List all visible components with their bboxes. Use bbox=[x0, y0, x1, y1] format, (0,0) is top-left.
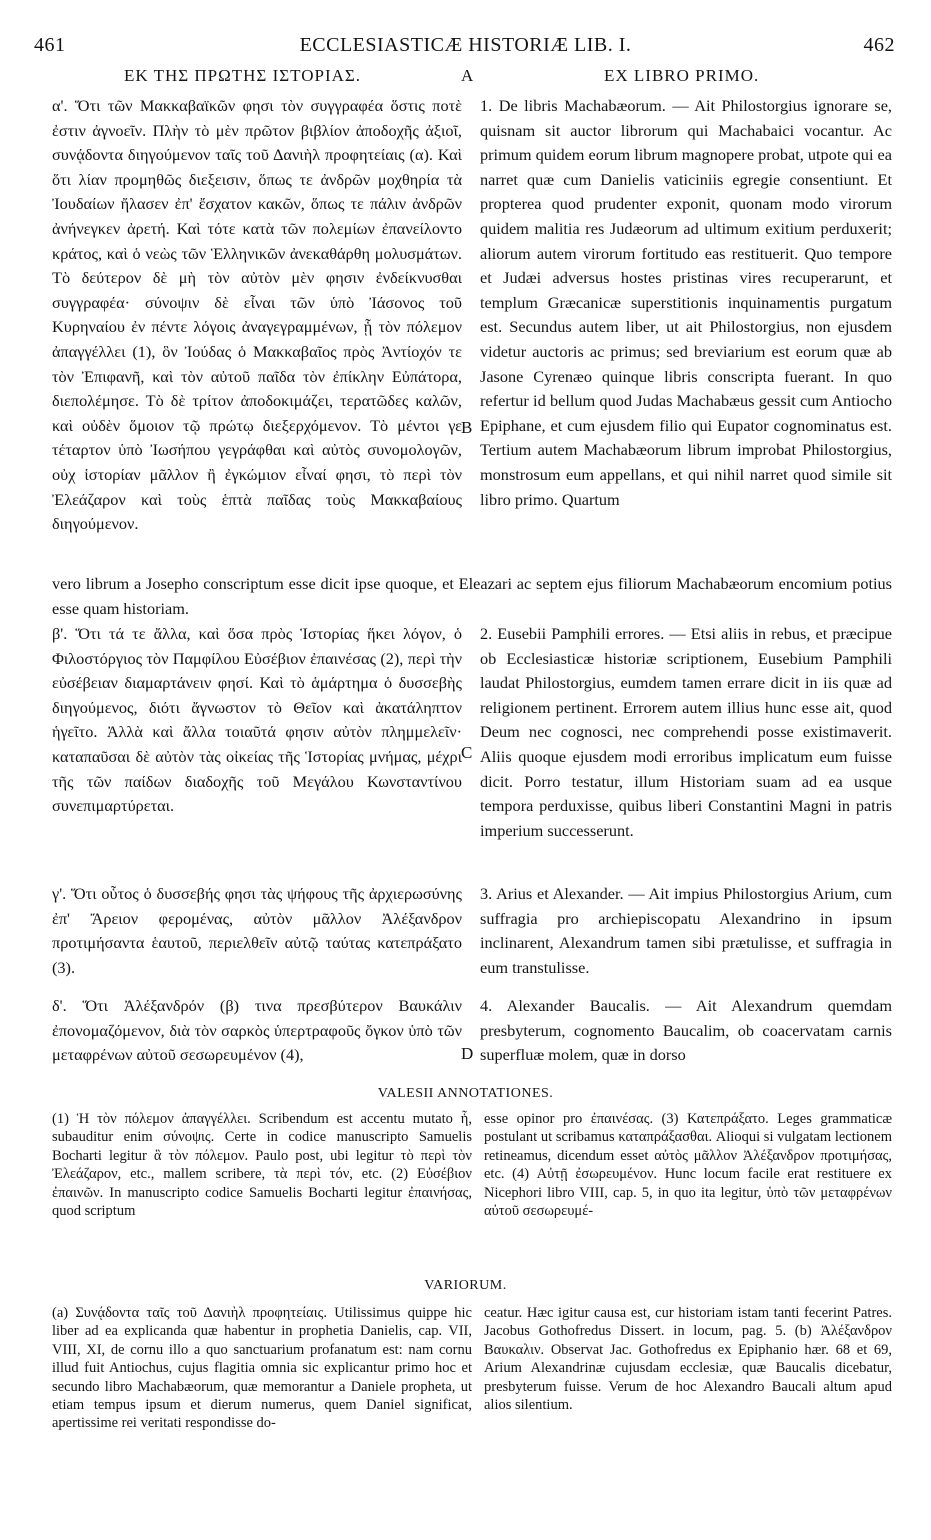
margin-letter-a: A bbox=[461, 66, 474, 85]
latin-section-1-continuation: vero librum a Josepho conscriptum esse dicit ipse quoque, et Eleazari ac septem ejus filiorum Machabæorum encomium potius esse quam historiam. bbox=[52, 574, 892, 618]
latin-section-3: 3. Arius et Alexander. — Ait impius Philostorgius Arium, cum suffragia pro archiepiscopatu Alexandrino in ipsum inclinarent, Alexandrum tamen sibi prætulisse, et suffragia in eum transtulisse. bbox=[480, 884, 892, 977]
margin-letter-d: D bbox=[461, 1044, 474, 1063]
latin-section-1: 1. De libris Machabæorum. — Ait Philostorgius ignorare se, quisnam sit auctor librorum qui Machabaici vocantur. Ac primum quidem eorum librum magnopere probat, utpote qui ea narret quæ cum Danielis vaticiniis egregie consentiunt. Et propterea quod prudenter exponit, quonam modo virorum quidem malitia res Judæorum ad ultimum exitium perduxerit; aliorum autem virorum fortitudo eas restituerit. Quo tempore et Judæi adversus hostes pristinas vires recuperarunt, et templum Græcanicæ superstitionis inquinamentis purgatum est. Secundus autem liber, ut ait Philostorgius, non ejusdem videtur auctoris ac primus; sed breviarium est eorum quæ ab Jasone Cyrenæo quinque libris conscripta fuerant. In quo refertur id bellum quod Judas Machabæus gessit cum Antiocho Epiphane, et cum ejusdem filio qui Eupator cognominatus est. Tertium autem Machabæorum librum improbat Philostorgius, monstrosum eum appellans, et qui nihil narret quod simile sit libro primo. Quartum bbox=[480, 96, 892, 509]
valesii-left-notes: (1) Ἡ τὸν πόλεμον ἀπαγγέλλει. Scribendum est accentu mutato ἧ, subauditur enim σύνοψις. Certe in codice manuscripto Samuelis Bocharti legitur ἃ τὸν πόλεμον. Paulo post, ubi legitur τὸ περὶ τὸν Ἐλεάζαρον, etc., mallem scribere, τὰ περὶ τόν, etc. (2) Εὐσέβιον ἐπαινῶν. In manuscripto codice Samuelis Bocharti legitur ἐπαινήσας, quod scriptum bbox=[52, 1111, 472, 1220]
greek-subheader: ΕΚ ΤΗΣ ΠΡΩΤΗΣ ΙΣΤΟΡΙΑΣ. bbox=[124, 66, 362, 85]
greek-section-3: γ'. Ὅτι οὗτος ὁ δυσσεβής φησι τὰς ψήφους τῆς ἀρχιερωσύνης ἐπ' Ἄρειον φερομένας, αὐτὸν μᾶλλον Ἀλέξανδρον προτιμήσαντα ἑαυτοῦ, περιελθεῖν αὐτῷ ταύτας κατεπράξατο (3). bbox=[52, 884, 462, 977]
margin-letter-c: C bbox=[461, 743, 473, 762]
page-number-left: 461 bbox=[34, 34, 66, 56]
margin-letter-b: B bbox=[461, 418, 473, 437]
variorum-right-notes: ceatur. Hæc igitur causa est, cur historiam istam tanti fecerint Patres. Jacobus Gothofredus Dissert. in locum, pag. 5. (b) Ἀλέξανδρον Βαυκαλιν. Observat Jac. Gothofredus ex Epiphanio hær. 68 et 69, Arium Alexandrinæ cujusdam ecclesiæ, quæ Baucalis dicebatur, presbyterum fuisse. Verum de hoc Alexandro Baucali altum apud alios silentium. bbox=[484, 1305, 892, 1414]
page-number-right: 462 bbox=[863, 34, 895, 56]
latin-section-2: 2. Eusebii Pamphili errores. — Etsi aliis in rebus, et præcipue ob Ecclesiasticæ historiæ scriptionem, Eusebium Pamphili laudat Philostorgius, eumdem tamen errare dicit in iis quæ ad religionem pertinent. Errorem autem illius hunc esse ait, quod Deum nec cognosci, nec comprehendi posse existimaverit. Aliis quoque ejusdem modi erroribus implicatum eum fuisse dicit. Porro testatur, illum Historiam suam ad ea usque tempora perduxisse, quibus liberi Constantini Magni in patris imperium successerunt. bbox=[480, 624, 892, 840]
valesii-right-notes: esse opinor pro ἐπαινέσας. (3) Κατεπράξατο. Leges grammaticæ postulant ut scribamus καταπράξασθαι. Alioqui si vulgatam lectionem retineamus, dicendum esset αὐτὸς μᾶλλον Ἀλέξανδρον προτιμήσας, etc. (4) Αὐτῇ ἐσωρευμένον. Hunc locum facile erat restituere ex Nicephori libro VIII, cap. 5, in quo ita legitur, ὑπὸ τῶν μεταφρένων αὐτοῦ σεσωρευμέ- bbox=[484, 1111, 892, 1220]
variorum-left-notes: (a) Συνᾴδοντα ταῖς τοῦ Δανιὴλ προφητείαις. Utilissimus quippe hic liber ad ea explicanda quæ habentur in prophetia Danielis, cap. VII, VIII, XI, de cornu illo a quo sanctuarium profanatum est: nam cornu illud fuit Antiochus, cujus flagitia omnia sic explicantur primo hoc et secundo libro Machabæorum, quæ memorantur a Daniele propheta, ut etiam tempus ipsum et dierum numerus, quem Daniel significat, apertissime rei veritati respondisse do- bbox=[52, 1305, 472, 1432]
greek-section-2: β'. Ὅτι τά τε ἄλλα, καὶ ὅσα πρὸς Ἱστορίας ἥκει λόγον, ὁ Φιλοστόργιος τὸν Παμφίλου Εὐσέβιον ἐπαινέσας (2), περὶ τὴν εὐσέβειαν διαμαρτάνειν φησί. Καὶ τὸ ἁμάρτημα ὁ δυσσεβὴς διηγούμενος, διότι ἄγνωστον τὸ Θεῖον καὶ ἀκατάληπτον ἡγεῖτο. Ἀλλὰ καὶ ἄλλα τοιαῦτά φησιν αὐτὸν πλημμελεῖν· καταπαῦσαι δὲ αὐτὸν τὰς οἰκείας τῆς Ἱστορίας μνήμας, μέχρι τῆς τῶν παίδων διαδοχῆς τοῦ Μεγάλου Κωνσταντίνου συνεπιμαρτύρεται. bbox=[52, 624, 462, 816]
valesii-heading: VALESII ANNOTATIONES. bbox=[377, 1086, 554, 1101]
latin-subheader: EX LIBRO PRIMO. bbox=[604, 66, 760, 85]
greek-section-1: α'. Ὅτι τῶν Μακκαβαϊκῶν φησι τὸν συγγραφέα ὅστις ποτὲ ἐστιν ἀγνοεῖν. Πλὴν τὸ μὲν πρῶτον βιβλίον ἀποδοχῆς ἀξιοῖ, συνᾴδοντα διηγούμενον ταῖς τοῦ Δανιὴλ προφητείαις (α). Καὶ ὅτι λίαν προμηθῶς διεξεισιν, ὅπως τε ἀνδρῶν μοχθηρία τὰ Ἰουδαίων ἤλασεν ἐπ' ἔσχατον κακῶν, ὅπως τε πάλιν ἀνδρῶν ἀνήνεγκεν ἀρετή. Καὶ τότε κατὰ τῶν πολεμίων ἐπανείλοντο κράτος, καὶ ὁ νεὼς τῶν Ἑλληνικῶν ἀνεκαθάρθη μολυσμάτων. Τὸ δεύτερον δὲ μὴ τὸν αὐτὸν μὲν φησιν ἐνδείκνυσθαι συγγραφέα· σύνοψιν δὲ εἶναι τῶν ὑπὸ Ἰάσονος τοῦ Κυρηναίου ἐν πέντε λόγοις ἀναγεγραμμένων, ᾗ τὸν πόλεμον ἀπαγγέλλει (1), ὃν Ἰούδας ὁ Μακκαβαῖος πρὸς Ἀντίοχόν τε τὸν Ἐπιφανῆ, καὶ τὸν αὐτοῦ παῖδα τὸν ἐπίκλην Εὐπάτορα, διεπολέμησε. Τὸ δὲ τρίτον ἀποδοκιμάζει, τερατῶδες καλῶν, καὶ οὐδὲν ὅμοιον τῷ πρώτῳ διεξερχόμενον. Τὸ μέντοι γε τέταρτον ὑπὸ Ἰωσήπου γεγράφθαι καὶ αὐτὸς συνομολογῶν, οὐχ ἱστορίαν μᾶλλον ἢ ἐγκώμιον εἶναί φησι, τὸ περὶ τὸν Ἐλεάζαρον καὶ τοὺς ἑπτὰ παῖδας τοὺς Μακκαβαίους διηγούμενον. bbox=[52, 96, 462, 534]
latin-section-4: 4. Alexander Baucalis. — Ait Alexandrum quemdam presbyterum, cognomento Baucalim, ob coacervatam carnis superfluæ molem, quæ in dorso bbox=[480, 996, 892, 1065]
running-title: ECCLESIASTICÆ HISTORIÆ LIB. I. bbox=[299, 34, 632, 56]
greek-section-4: δ'. Ὅτι Ἀλέξανδρόν (β) τινα πρεσβύτερον Βαυκάλιν ἐπονομαζόμενον, διὰ τὸν σαρκὸς ὑπερτραφοῦς ὄγκον ὑπὸ τῶν μεταφρένων αὐτοῦ σεσωρευμένον (4), bbox=[52, 996, 462, 1065]
variorum-heading: VARIORUM. bbox=[424, 1278, 507, 1293]
